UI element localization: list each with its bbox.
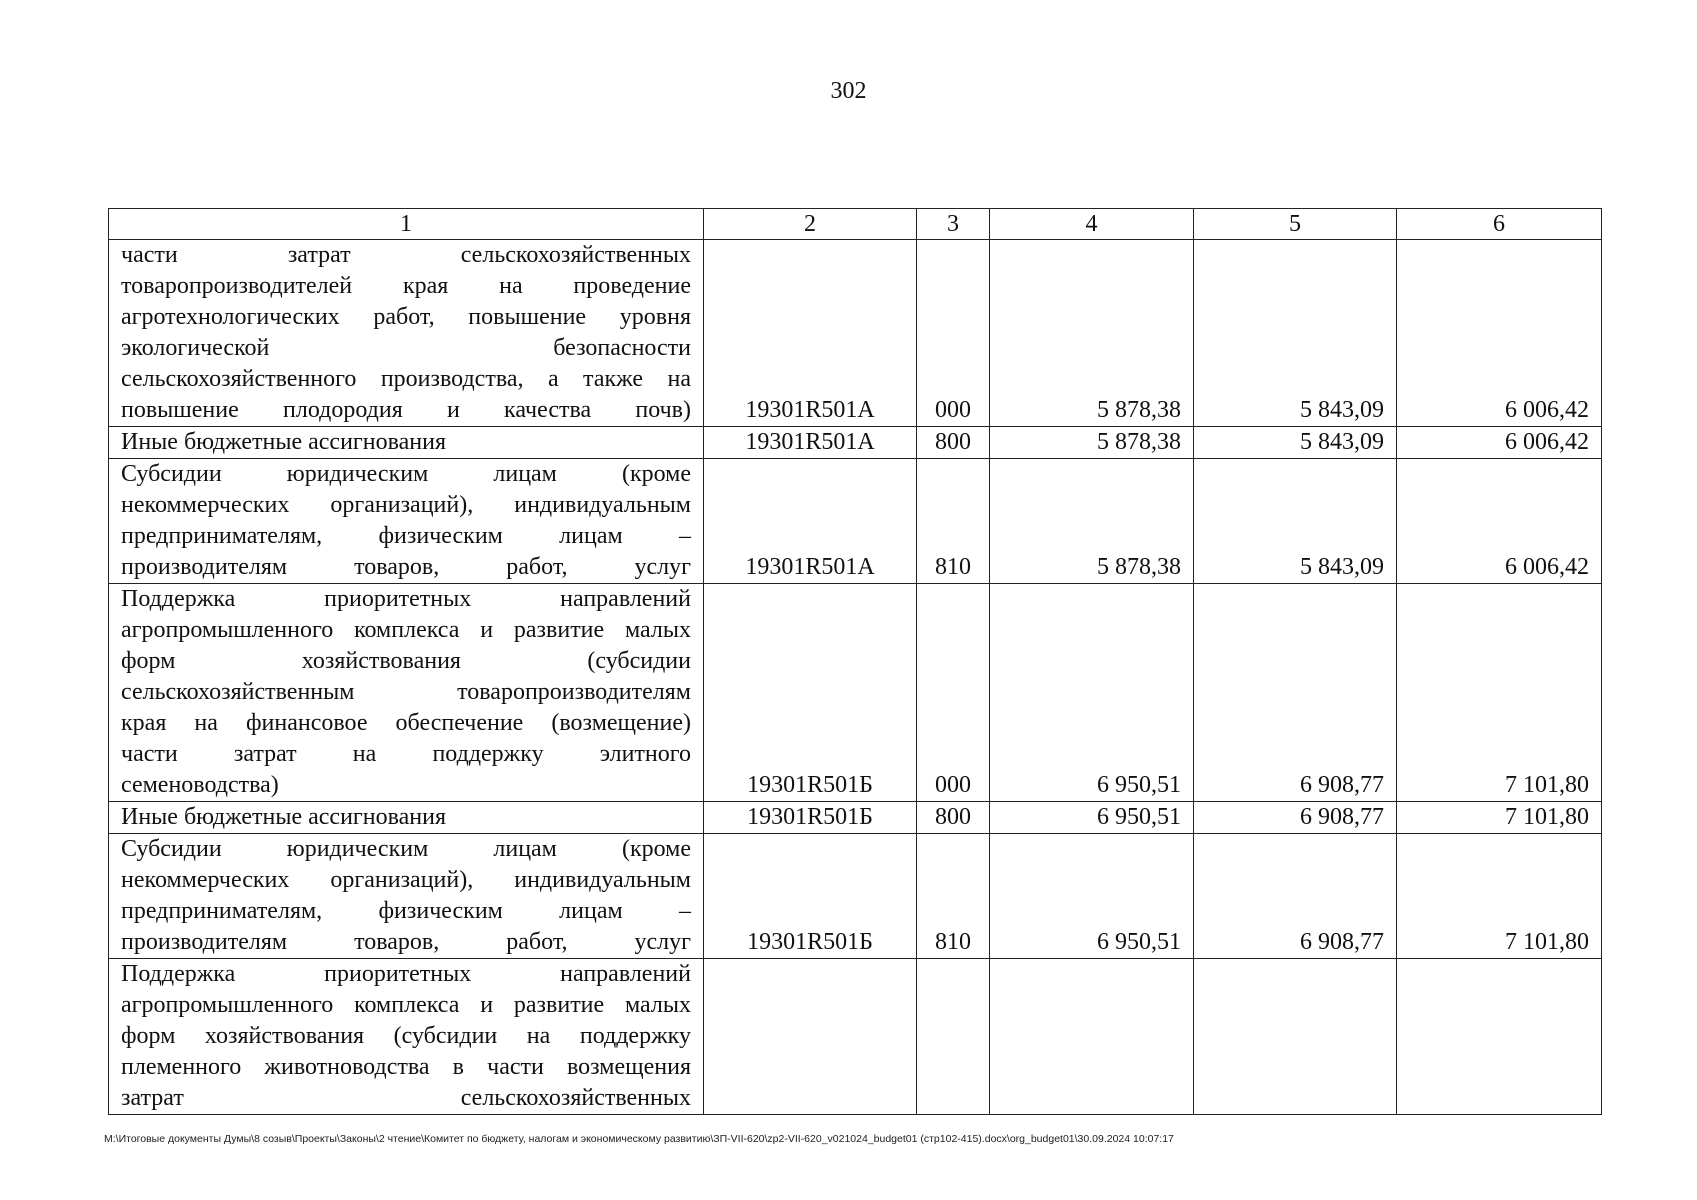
table-row xyxy=(109,240,1602,427)
amount-col-4: 5 878,38 xyxy=(990,459,1194,584)
row-description xyxy=(109,240,704,427)
amount-col-5: 5 843,09 xyxy=(1194,240,1397,427)
description-line: некоммерческих организаций), индивидуальным xyxy=(121,492,691,518)
amount-col-5: 6 908,77 xyxy=(1194,802,1397,834)
description-line: агропромышленного комплекса и развитие малых xyxy=(121,992,691,1018)
table-header-row xyxy=(109,209,1602,240)
column-header: 5 xyxy=(1194,209,1397,240)
description-line: форм хозяйствования (субсидии xyxy=(121,648,691,674)
amount-col-5: 6 908,77 xyxy=(1194,584,1397,802)
expense-type-code: 810 xyxy=(917,834,990,959)
expense-type-code: 810 xyxy=(917,459,990,584)
amount-col-5: 5 843,09 xyxy=(1194,427,1397,459)
target-article-code: 19301R501Б xyxy=(704,802,917,834)
column-header: 2 xyxy=(704,209,917,240)
description-line: Поддержка приоритетных направлений xyxy=(121,586,691,612)
description-line: части затрат сельскохозяйственных xyxy=(121,242,691,268)
table-row xyxy=(109,459,1602,584)
expense-type-code xyxy=(917,959,990,1115)
row-description xyxy=(109,802,704,834)
description-line: агротехнологических работ, повышение уровня xyxy=(121,304,691,330)
description-line: части затрат на поддержку элитного xyxy=(121,741,691,767)
document-path-footer: M:\Итоговые документы Думы\8 созыв\Проекты\Законы\2 чтение\Комитет по бюджету, налогам и экономическому развитию\ЗП-VII-620\zp2-VII-620_v021024_budget01 (стр102-415).docx\org_budget01\30.09.2024 10:07:17 xyxy=(104,1133,1174,1145)
amount-col-4: 6 950,51 xyxy=(990,584,1194,802)
target-article-code: 19301R501Б xyxy=(704,834,917,959)
target-article-code: 19301R501А xyxy=(704,240,917,427)
amount-col-5: 6 908,77 xyxy=(1194,834,1397,959)
column-header: 1 xyxy=(109,209,704,240)
description-line: производителям товаров, работ, услуг xyxy=(121,554,691,580)
description-line: производителям товаров, работ, услуг xyxy=(121,929,691,955)
amount-col-6: 6 006,42 xyxy=(1397,427,1602,459)
amount-col-4: 6 950,51 xyxy=(990,834,1194,959)
page-number: 302 xyxy=(830,78,867,104)
description-line: некоммерческих организаций), индивидуальным xyxy=(121,867,691,893)
table-row xyxy=(109,959,1602,1115)
table-row xyxy=(109,802,1602,834)
row-description xyxy=(109,959,704,1115)
expense-type-code: 800 xyxy=(917,802,990,834)
description-line: товаропроизводителей края на проведение xyxy=(121,273,691,299)
amount-col-6: 7 101,80 xyxy=(1397,834,1602,959)
amount-col-6: 7 101,80 xyxy=(1397,802,1602,834)
target-article-code: 19301R501А xyxy=(704,459,917,584)
amount-col-6 xyxy=(1397,959,1602,1115)
description-line: форм хозяйствования (субсидии на поддержку xyxy=(121,1023,691,1049)
row-description xyxy=(109,427,704,459)
table-row xyxy=(109,427,1602,459)
description-line: сельскохозяйственным товаропроизводителям xyxy=(121,679,691,705)
amount-col-4: 5 878,38 xyxy=(990,427,1194,459)
description-line: племенного животноводства в части возмещения xyxy=(121,1054,691,1080)
amount-col-4: 5 878,38 xyxy=(990,240,1194,427)
column-header: 6 xyxy=(1397,209,1602,240)
description-line: Субсидии юридическим лицам (кроме xyxy=(121,836,691,862)
row-description xyxy=(109,584,704,802)
description-line: предпринимателям, физическим лицам – xyxy=(121,523,691,549)
amount-col-6: 6 006,42 xyxy=(1397,240,1602,427)
description-line: агропромышленного комплекса и развитие малых xyxy=(121,617,691,643)
description-line: Поддержка приоритетных направлений xyxy=(121,961,691,987)
amount-col-4: 6 950,51 xyxy=(990,802,1194,834)
expense-type-code: 000 xyxy=(917,584,990,802)
row-description xyxy=(109,834,704,959)
amount-col-5: 5 843,09 xyxy=(1194,459,1397,584)
description-line: Иные бюджетные ассигнования xyxy=(121,429,446,455)
expense-type-code: 000 xyxy=(917,240,990,427)
amount-col-6: 7 101,80 xyxy=(1397,584,1602,802)
table-row xyxy=(109,834,1602,959)
target-article-code xyxy=(704,959,917,1115)
amount-col-6: 6 006,42 xyxy=(1397,459,1602,584)
row-description xyxy=(109,459,704,584)
column-header: 3 xyxy=(917,209,990,240)
target-article-code: 19301R501А xyxy=(704,427,917,459)
column-header: 4 xyxy=(990,209,1194,240)
description-line: затрат сельскохозяйственных xyxy=(121,1085,691,1111)
description-line: повышение плодородия и качества почв) xyxy=(121,397,691,423)
description-line: Иные бюджетные ассигнования xyxy=(121,804,446,830)
description-line: края на финансовое обеспечение (возмещение) xyxy=(121,710,691,736)
description-line: сельскохозяйственного производства, а также на xyxy=(121,366,691,392)
description-line: предпринимателям, физическим лицам – xyxy=(121,898,691,924)
target-article-code: 19301R501Б xyxy=(704,584,917,802)
amount-col-4 xyxy=(990,959,1194,1115)
amount-col-5 xyxy=(1194,959,1397,1115)
description-line: Субсидии юридическим лицам (кроме xyxy=(121,461,691,487)
description-line: семеноводства) xyxy=(121,772,279,798)
budget-table xyxy=(108,208,1602,1115)
table-row xyxy=(109,584,1602,802)
description-line: экологической безопасности xyxy=(121,335,691,361)
expense-type-code: 800 xyxy=(917,427,990,459)
